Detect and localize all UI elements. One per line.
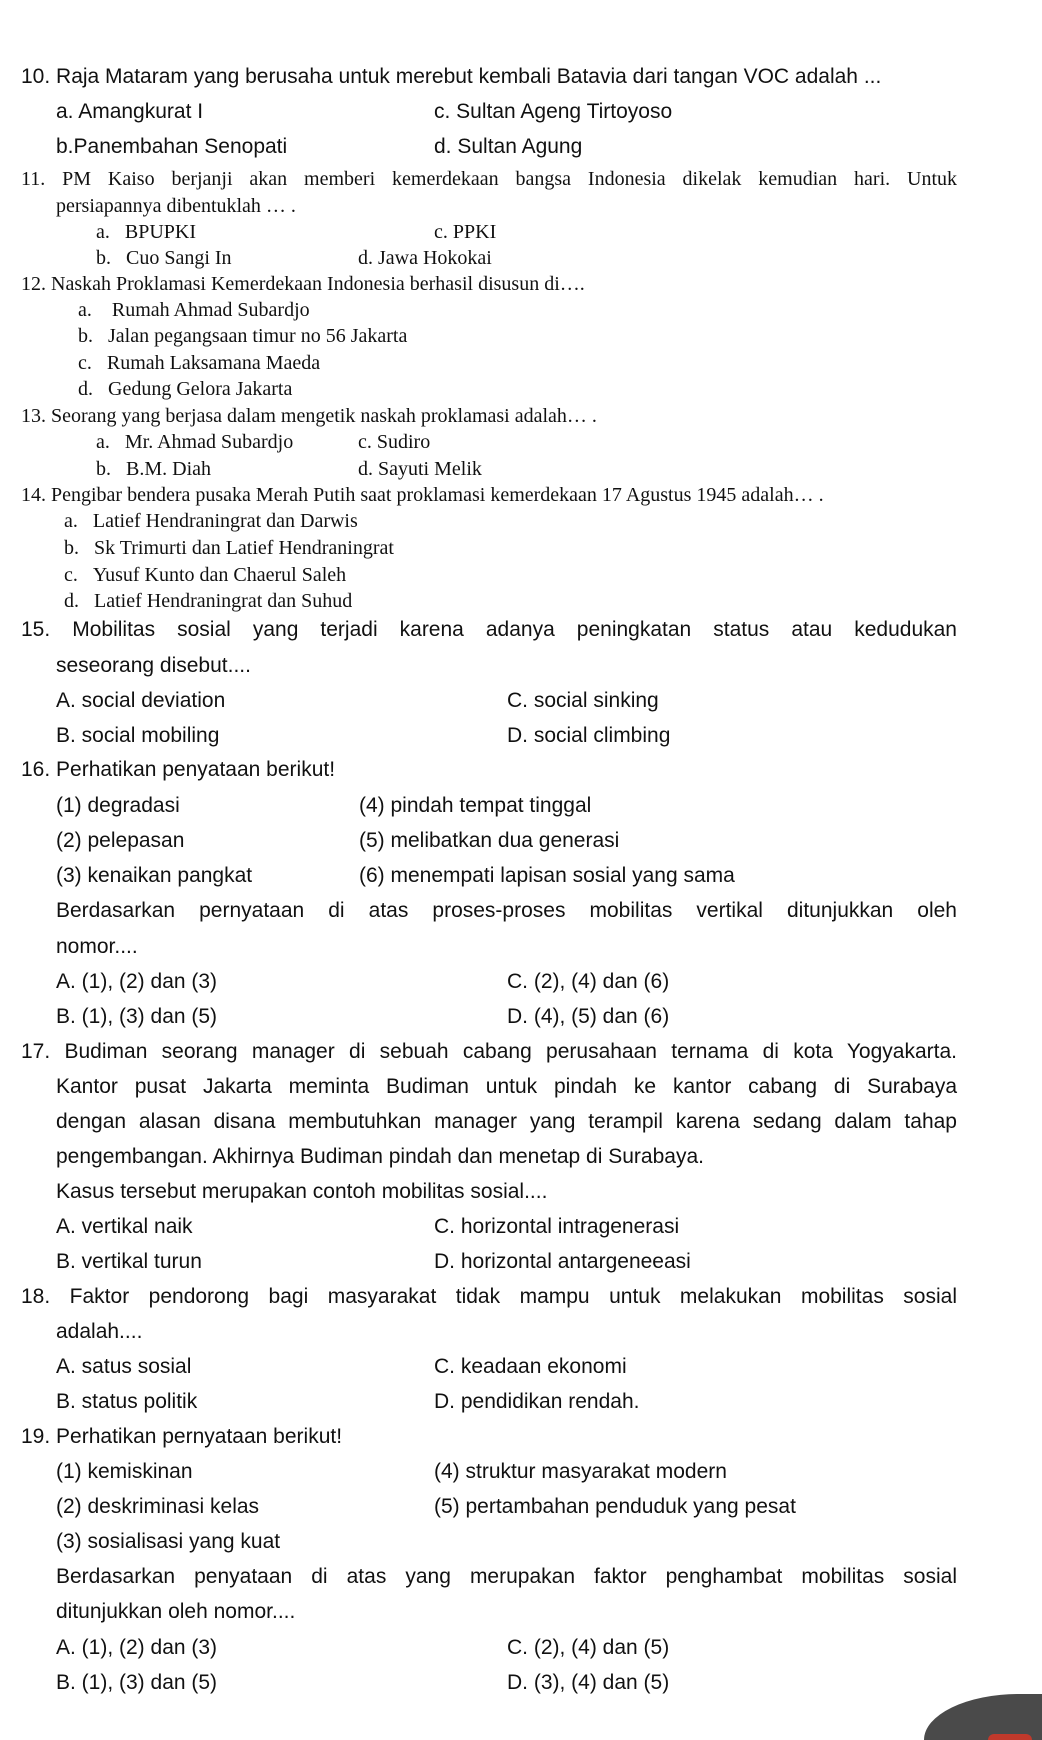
- q16-stem: 16. Perhatikan penyataan berikut!: [21, 758, 336, 781]
- q11-option-d: d. Jawa Hokokai: [358, 247, 492, 269]
- q16-statement-2: (2) pelepasan: [56, 829, 185, 852]
- q12-option-b: b. Jalan pegangsaan timur no 56 Jakarta: [78, 325, 408, 347]
- q12-option-d: d. Gedung Gelora Jakarta: [78, 378, 293, 400]
- q16-statement-3: (3) kenaikan pangkat: [56, 864, 253, 887]
- q17-stem-line1: 17. Budiman seorang manager di sebuah cabang perusahaan ternama di kota Yogyakarta.: [21, 1040, 957, 1063]
- q14-option-c: c. Yusuf Kunto dan Chaerul Saleh: [64, 564, 347, 586]
- q14-option-d: d. Latief Hendraningrat dan Suhud: [64, 590, 353, 612]
- q17-option-a: A. vertikal naik: [56, 1215, 193, 1238]
- q12-stem: 12. Naskah Proklamasi Kemerdekaan Indonesia berhasil disusun di….: [21, 273, 585, 295]
- q16-statement-6: (6) menempati lapisan sosial yang sama: [359, 864, 735, 887]
- q16-question-line2: nomor....: [56, 935, 138, 958]
- q15-option-a: A. social deviation: [56, 689, 226, 712]
- q17-stem-line4: pengembangan. Akhirnya Budiman pindah dan menetap di Surabaya.: [56, 1145, 704, 1168]
- q16-statement-1: (1) degradasi: [56, 794, 180, 817]
- q19-stem: 19. Perhatikan pernyataan berikut!: [21, 1425, 343, 1448]
- q17-stem-line3: dengan alasan disana membutuhkan manager yang terampil karena sedang dalam tahap: [56, 1110, 957, 1133]
- q11-option-b: b. Cuo Sangi In: [96, 247, 232, 269]
- q19-option-c: C. (2), (4) dan (5): [507, 1636, 670, 1659]
- q15-option-c: C. social sinking: [507, 689, 659, 712]
- q18-stem-line2: adalah....: [56, 1320, 143, 1343]
- q15-option-d: D. social climbing: [507, 724, 671, 747]
- corner-accent-stripe: [988, 1734, 1032, 1740]
- q19-statement-1: (1) kemiskinan: [56, 1460, 193, 1483]
- q10-stem: 10. Raja Mataram yang berusaha untuk merebut kembali Batavia dari tangan VOC adalah ...: [21, 65, 882, 88]
- q17-stem-line2: Kantor pusat Jakarta meminta Budiman untuk pindah ke kantor cabang di Surabaya: [56, 1075, 957, 1098]
- q19-statement-5: (5) pertambahan penduduk yang pesat: [434, 1495, 796, 1518]
- q18-option-d: D. pendidikan rendah.: [434, 1390, 640, 1413]
- q10-option-c: c. Sultan Ageng Tirtoyoso: [434, 100, 673, 123]
- q13-option-c: c. Sudiro: [358, 431, 431, 453]
- q10-option-b: b.Panembahan Senopati: [56, 135, 288, 158]
- q16-option-b: B. (1), (3) dan (5): [56, 1005, 218, 1028]
- q18-option-b: B. status politik: [56, 1390, 198, 1413]
- q11-stem-line2: persiapannya dibentuklah … .: [56, 195, 296, 217]
- page-corner-decoration: [924, 1694, 1042, 1740]
- q16-statement-5: (5) melibatkan dua generasi: [359, 829, 620, 852]
- q15-stem-line1: 15. Mobilitas sosial yang terjadi karena adanya peningkatan status atau kedudukan: [21, 618, 957, 641]
- q13-stem: 13. Seorang yang berjasa dalam mengetik naskah proklamasi adalah… .: [21, 405, 597, 427]
- q19-statement-3: (3) sosialisasi yang kuat: [56, 1530, 281, 1553]
- q19-question-line2: ditunjukkan oleh nomor....: [56, 1600, 296, 1623]
- q19-statement-2: (2) deskriminasi kelas: [56, 1495, 260, 1518]
- q13-option-b: b. B.M. Diah: [96, 458, 211, 480]
- q10-option-d: d. Sultan Agung: [434, 135, 583, 158]
- q19-question-line1: Berdasarkan penyataan di atas yang merupakan faktor penghambat mobilitas sosial: [56, 1565, 957, 1588]
- q13-option-d: d. Sayuti Melik: [358, 458, 482, 480]
- q16-option-a: A. (1), (2) dan (3): [56, 970, 218, 993]
- q11-stem-line1: 11. PM Kaiso berjanji akan memberi kemerdekaan bangsa Indonesia dikelak kemudian hari. Untuk: [21, 168, 957, 190]
- q10-option-a: a. Amangkurat I: [56, 100, 204, 123]
- q11-option-c: c. PPKI: [434, 221, 497, 243]
- q14-option-b: b. Sk Trimurti dan Latief Hendraningrat: [64, 537, 394, 559]
- q17-option-d: D. horizontal antargeneeasi: [434, 1250, 691, 1273]
- q18-stem-line1: 18. Faktor pendorong bagi masyarakat tidak mampu untuk melakukan mobilitas sosial: [21, 1285, 957, 1308]
- q18-option-c: C. keadaan ekonomi: [434, 1355, 627, 1378]
- q14-stem: 14. Pengibar bendera pusaka Merah Putih saat proklamasi kemerdekaan 17 Agustus 1945 adalah… .: [21, 484, 824, 506]
- q19-option-d: D. (3), (4) dan (5): [507, 1671, 670, 1694]
- q12-option-c: c. Rumah Laksamana Maeda: [78, 352, 321, 374]
- q16-question-line1: Berdasarkan pernyataan di atas proses-proses mobilitas vertikal ditunjukkan oleh: [56, 899, 957, 922]
- q19-option-b: B. (1), (3) dan (5): [56, 1671, 218, 1694]
- q16-option-c: C. (2), (4) dan (6): [507, 970, 670, 993]
- q19-statement-4: (4) struktur masyarakat modern: [434, 1460, 727, 1483]
- q19-option-a: A. (1), (2) dan (3): [56, 1636, 218, 1659]
- q14-option-a: a. Latief Hendraningrat dan Darwis: [64, 510, 358, 532]
- q17-question: Kasus tersebut merupakan contoh mobilitas sosial....: [56, 1180, 548, 1203]
- q15-option-b: B. social mobiling: [56, 724, 220, 747]
- q11-option-a: a. BPUPKI: [96, 221, 197, 243]
- q18-option-a: A. satus sosial: [56, 1355, 192, 1378]
- q16-statement-4: (4) pindah tempat tinggal: [359, 794, 592, 817]
- q12-option-a: a. Rumah Ahmad Subardjo: [78, 299, 310, 321]
- q16-option-d: D. (4), (5) dan (6): [507, 1005, 670, 1028]
- q13-option-a: a. Mr. Ahmad Subardjo: [96, 431, 294, 453]
- q17-option-c: C. horizontal intragenerasi: [434, 1215, 680, 1238]
- q15-stem-line2: seseorang disebut....: [56, 654, 251, 677]
- q17-option-b: B. vertikal turun: [56, 1250, 202, 1273]
